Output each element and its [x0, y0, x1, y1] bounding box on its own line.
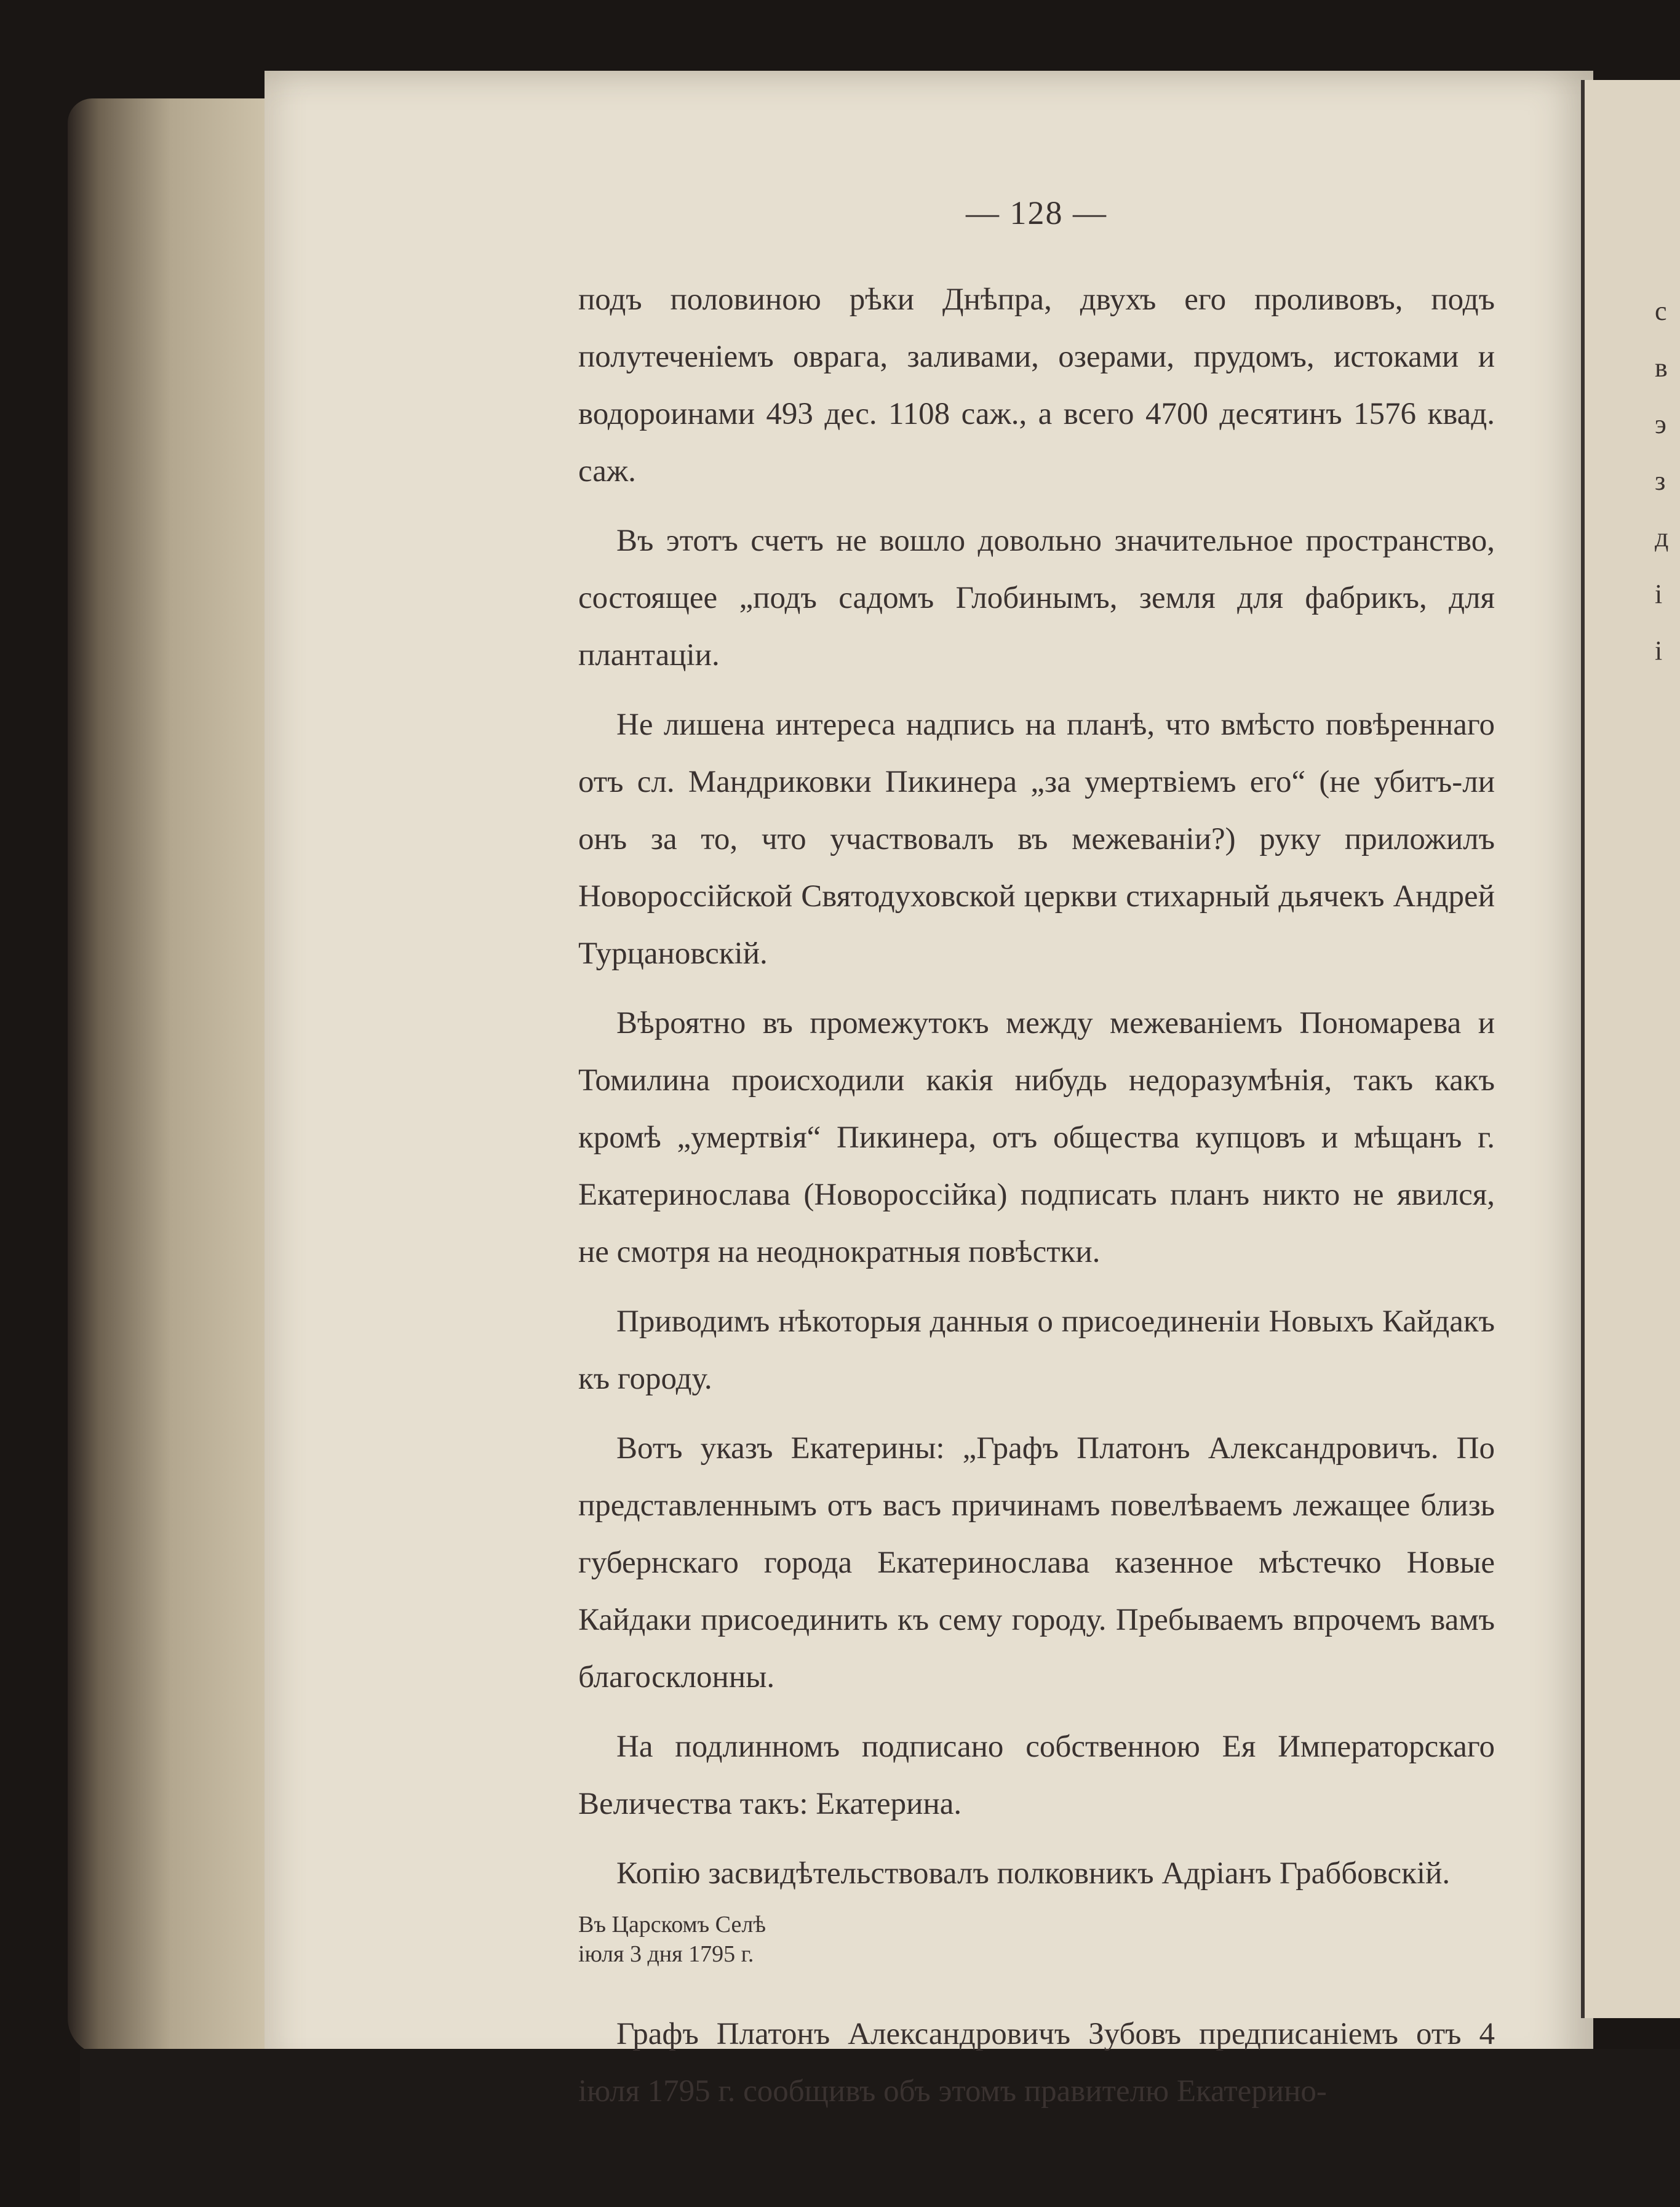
- facing-page-letters: [1655, 283, 1679, 679]
- paragraph: Въ этотъ счетъ не вошло довольно значительное пространство, состоящее „подъ садомъ Глобинымъ, земля для фабрикъ, для плантаціи.: [578, 524, 1495, 672]
- facing-letter: д: [1655, 522, 1669, 553]
- facing-letter: з: [1655, 466, 1666, 496]
- paragraph: Вѣроятно въ промежутокъ между межеваніемъ Пономарева и Томилина происходили какія нибудь недоразумѣнія, такъ какъ кромѣ „умертвія“ Пикинера, отъ общества купцовъ и мѣщанъ г. Екатеринослава (Новороссійка) подписать планъ никто не явился, не смотря на неоднократныя повѣстки.: [578, 1006, 1495, 1269]
- facing-letter: і: [1655, 636, 1663, 666]
- paragraph: На подлинномъ подписано собственною Ея Императорскаго Величества такъ: Екатерина.: [578, 1730, 1495, 1821]
- page-text-block: [578, 185, 1495, 2133]
- signature-block: [578, 1910, 1495, 1969]
- facing-letter: с: [1655, 296, 1667, 326]
- paragraph: Графъ Платонъ Александровичъ Зубовъ предписаніемъ отъ 4 іюля 1795 г. сообщивъ объ этомъ правителю Екатерино-: [578, 2017, 1495, 2109]
- page-number: — 128 —: [966, 194, 1107, 231]
- facing-letter: і: [1655, 579, 1663, 609]
- paragraph: Не лишена интереса надпись на планѣ, что вмѣсто повѣреннаго отъ сл. Мандриковки Пикинера „за умертвіемъ его“ (не убитъ-ли онъ за то, что участвовалъ въ межеваніи?) руку приложилъ Новороссійской Святодуховской церкви стихарный дьячекъ Андрей Турцановскій.: [578, 708, 1495, 971]
- paragraph: подъ половиною рѣки Днѣпра, двухъ его проливовъ, подъ полутеченіемъ оврага, заливами, озерами, прудомъ, истоками и водороинами 493 дес. 1108 саж., а всего 4700 десятинъ 1576 квад. саж.: [578, 282, 1495, 489]
- paragraph: Копію засвидѣтельствовалъ полковникъ Адріанъ Граббовскій.: [616, 1856, 1451, 1891]
- facing-letter: в: [1655, 353, 1668, 383]
- signature-place: Въ Царскомъ Селѣ: [578, 1912, 766, 1938]
- facing-letter: э: [1655, 409, 1666, 439]
- signature-date: іюля 3 дня 1795 г.: [578, 1941, 754, 1967]
- paragraph: Вотъ указъ Екатерины: „Графъ Платонъ Александровичъ. По представленнымъ отъ васъ причинамъ повелѣваемъ лежащее близь губернскаго города Екатеринослава казенное мѣстечко Новые Кайдаки присоединить къ сему городу. Пребываемъ впрочемъ вамъ благосклонны.: [578, 1431, 1495, 1694]
- paragraph: Приводимъ нѣкоторыя данныя о присоединеніи Новыхъ Кайдакъ къ городу.: [578, 1304, 1495, 1396]
